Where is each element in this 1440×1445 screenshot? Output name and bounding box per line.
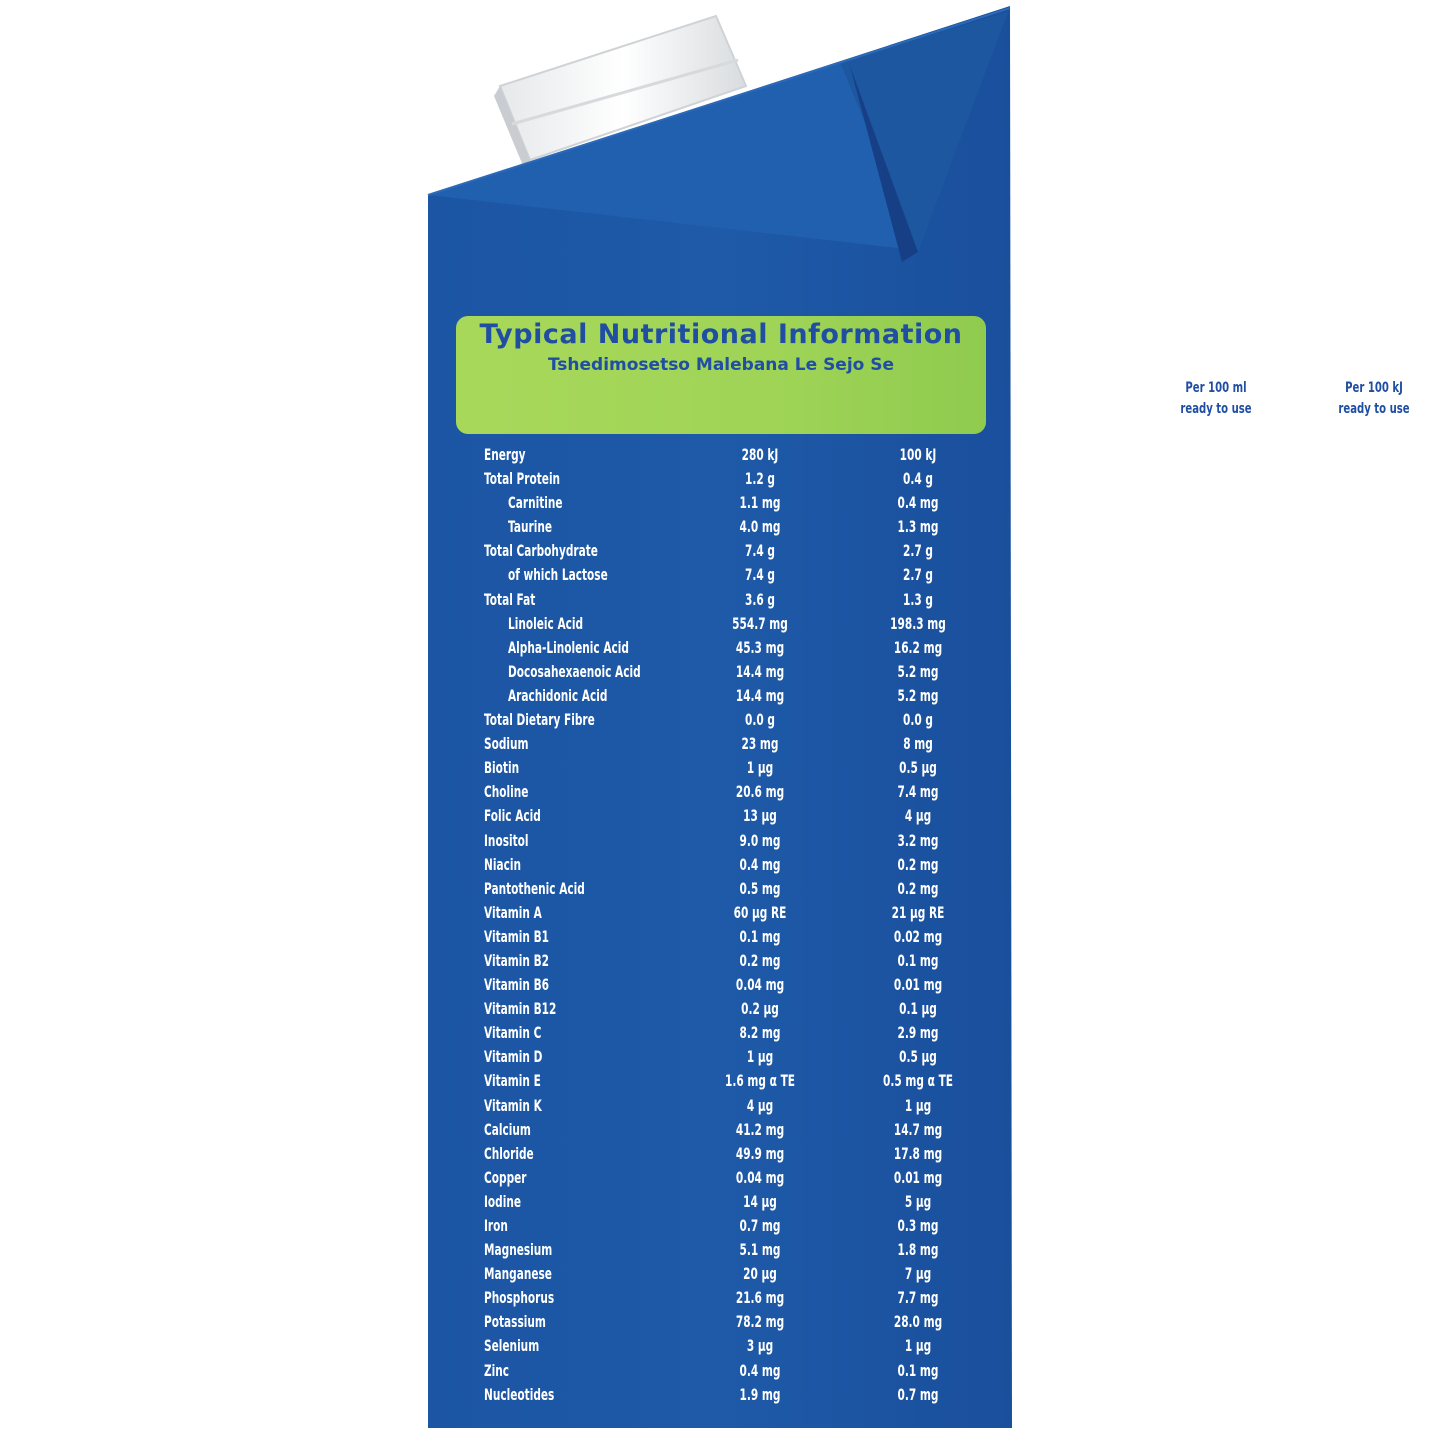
value-per-100ml: 0.04 mg: [735, 1167, 785, 1187]
value-per-100kj: 0.4 mg: [897, 493, 939, 513]
value-per-100ml: 1.2 g: [745, 469, 775, 489]
table-row: [484, 1118, 984, 1142]
table-row: [484, 1069, 984, 1093]
table-row: [484, 636, 984, 660]
value-per-100kj: 0.1 mg: [897, 950, 939, 970]
nutrient-name: Vitamin B6: [484, 975, 549, 995]
nutrient-name: Folic Acid: [484, 806, 541, 826]
nutrient-name: Total Fat: [484, 589, 536, 609]
nutrient-name: Calcium: [484, 1119, 531, 1139]
value-per-100ml: 1 µg: [746, 1047, 774, 1067]
table-row: [484, 539, 984, 563]
value-per-100ml: 14 µg: [743, 1191, 777, 1211]
nutrient-name: Vitamin K: [484, 1095, 542, 1115]
table-row: [484, 1383, 984, 1407]
table-row: [484, 1166, 984, 1190]
value-per-100ml: 554.7 mg: [732, 613, 788, 633]
table-row: [484, 563, 984, 587]
table-row: [484, 853, 984, 877]
column-header-per-100kj: Per 100 kJ ready to use: [1338, 380, 1410, 417]
table-row: [484, 684, 984, 708]
value-per-100ml: 0.2 µg: [741, 999, 779, 1019]
value-per-100ml: 13 µg: [743, 806, 777, 826]
value-per-100kj: 0.01 mg: [893, 1167, 943, 1187]
value-per-100ml: 280 kJ: [741, 445, 779, 464]
table-row: [484, 660, 984, 684]
table-row: [484, 1286, 984, 1310]
nutrient-name: Manganese: [484, 1264, 552, 1284]
nutrient-name: Iron: [484, 1216, 508, 1235]
table-row: [484, 491, 984, 515]
nutrient-name: Vitamin D: [484, 1047, 543, 1067]
nutrient-name: Vitamin C: [484, 1023, 542, 1043]
value-per-100kj: 0.0 g: [903, 710, 933, 730]
value-per-100ml: 1.9 mg: [739, 1384, 781, 1404]
value-per-100ml: 60 µg RE: [733, 902, 787, 922]
table-row: [484, 780, 984, 804]
value-per-100kj: 0.1 mg: [897, 1360, 939, 1380]
value-per-100kj: 5.2 mg: [897, 685, 939, 705]
value-per-100ml: 5.1 mg: [739, 1240, 781, 1260]
nutrient-name: of which Lactose: [508, 565, 608, 585]
value-per-100ml: 9.0 mg: [739, 830, 781, 850]
value-per-100kj: 1.3 mg: [897, 517, 939, 537]
table-row: [484, 901, 984, 925]
value-per-100ml: 0.04 mg: [735, 975, 785, 995]
value-per-100ml: 0.2 mg: [739, 950, 781, 970]
nutrient-name: Niacin: [484, 854, 521, 874]
nutrient-name: Linoleic Acid: [508, 613, 584, 633]
table-row: [484, 708, 984, 732]
panel-title: Typical Nutritional Information: [479, 319, 963, 350]
value-per-100ml: 78.2 mg: [735, 1312, 785, 1332]
table-row: [484, 877, 984, 901]
nutrient-name: Magnesium: [484, 1240, 553, 1260]
value-per-100kj: 5 µg: [904, 1191, 932, 1211]
value-per-100ml: 14.4 mg: [735, 661, 785, 681]
value-per-100ml: 4.0 mg: [739, 517, 781, 537]
value-per-100kj: 4 µg: [904, 806, 932, 826]
value-per-100ml: 20.6 mg: [735, 782, 785, 802]
nutrient-name: Zinc: [484, 1360, 510, 1380]
nutrient-name: Vitamin E: [484, 1071, 541, 1091]
table-row: [484, 1045, 984, 1069]
table-row: [484, 756, 984, 780]
value-per-100kj: 3.2 mg: [897, 830, 939, 850]
value-per-100kj: 28.0 mg: [893, 1312, 943, 1332]
value-per-100kj: 5.2 mg: [897, 661, 939, 681]
value-per-100ml: 0.1 mg: [739, 926, 781, 946]
value-per-100kj: 0.2 mg: [897, 878, 939, 898]
value-per-100ml: 1.1 mg: [739, 493, 781, 513]
value-per-100kj: 198.3 mg: [890, 613, 946, 633]
value-per-100ml: 41.2 mg: [735, 1119, 785, 1139]
value-per-100ml: 20 µg: [743, 1264, 777, 1284]
value-per-100kj: 0.3 mg: [897, 1216, 939, 1235]
value-per-100kj: 0.7 mg: [897, 1384, 939, 1404]
value-per-100kj: 1 µg: [904, 1095, 932, 1115]
nutrient-name: Phosphorus: [484, 1288, 555, 1308]
nutrient-name: Biotin: [484, 758, 520, 778]
value-per-100kj: 14.7 mg: [893, 1119, 943, 1139]
nutrient-name: Total Dietary Fibre: [484, 710, 595, 730]
value-per-100kj: 0.2 mg: [897, 854, 939, 874]
value-per-100kj: 0.5 µg: [899, 758, 937, 778]
value-per-100kj: 2.7 g: [903, 541, 933, 561]
table-row: [484, 515, 984, 539]
value-per-100ml: 1 µg: [746, 758, 774, 778]
nutrient-name: Inositol: [484, 830, 529, 850]
value-per-100ml: 14.4 mg: [735, 685, 785, 705]
value-per-100ml: 49.9 mg: [735, 1143, 785, 1163]
value-per-100kj: 0.4 g: [903, 469, 933, 489]
value-per-100kj: 16.2 mg: [893, 637, 943, 657]
value-per-100ml: 0.4 mg: [739, 854, 781, 874]
value-per-100kj: 1.3 g: [903, 589, 933, 609]
nutrient-name: Total Protein: [484, 469, 561, 489]
value-per-100ml: 21.6 mg: [735, 1288, 785, 1308]
value-per-100kj: 7.7 mg: [897, 1288, 939, 1308]
value-per-100kj: 0.5 mg α TE: [883, 1071, 953, 1091]
nutrient-name: Alpha-Linolenic Acid: [508, 637, 629, 657]
nutrient-name: Energy: [484, 445, 526, 464]
nutrition-table: [484, 443, 984, 1407]
table-row: [484, 1214, 984, 1238]
value-per-100kj: 8 mg: [903, 734, 933, 754]
value-per-100ml: 7.4 g: [745, 565, 775, 585]
table-row: [484, 467, 984, 491]
value-per-100kj: 17.8 mg: [893, 1143, 943, 1163]
value-per-100kj: 7.4 mg: [897, 782, 939, 802]
nutrient-name: Arachidonic Acid: [508, 685, 608, 705]
value-per-100ml: 0.4 mg: [739, 1360, 781, 1380]
nutrient-name: Vitamin B2: [484, 950, 549, 970]
table-row: [484, 1190, 984, 1214]
value-per-100ml: 4 µg: [746, 1095, 774, 1115]
table-row: [484, 443, 984, 467]
value-per-100kj: 1.8 mg: [897, 1240, 939, 1260]
table-row: [484, 997, 984, 1021]
table-row: [484, 973, 984, 997]
value-per-100kj: 7 µg: [904, 1264, 932, 1284]
nutrient-name: Sodium: [484, 734, 529, 754]
table-row: [484, 1262, 984, 1286]
nutrient-name: Iodine: [484, 1191, 522, 1211]
value-per-100ml: 0.7 mg: [739, 1216, 781, 1235]
value-per-100kj: 0.02 mg: [893, 926, 943, 946]
value-per-100kj: 2.7 g: [903, 565, 933, 585]
value-per-100ml: 3 µg: [746, 1336, 774, 1356]
nutrient-name: Total Carbohydrate: [484, 541, 598, 561]
table-row: [484, 612, 984, 636]
nutrient-name: Vitamin B12: [484, 999, 557, 1019]
table-row: [484, 925, 984, 949]
nutrient-name: Docosahexaenoic Acid: [508, 661, 641, 681]
value-per-100ml: 8.2 mg: [739, 1023, 781, 1043]
nutrient-name: Vitamin B1: [484, 926, 549, 946]
value-per-100ml: 23 mg: [741, 734, 779, 754]
table-row: [484, 804, 984, 828]
table-row: [484, 1359, 984, 1383]
nutrient-name: Nucleotides: [484, 1384, 555, 1404]
value-per-100kj: 100 kJ: [899, 445, 937, 464]
nutrition-header-panel: [456, 316, 1410, 434]
value-per-100ml: 0.5 mg: [739, 878, 781, 898]
value-per-100kj: 0.1 µg: [899, 999, 937, 1019]
table-row: [484, 588, 984, 612]
value-per-100ml: 0.0 g: [745, 710, 775, 730]
table-row: [484, 949, 984, 973]
table-row: [484, 732, 984, 756]
nutrient-name: Choline: [484, 782, 529, 802]
value-per-100kj: 2.9 mg: [897, 1023, 939, 1043]
value-per-100kj: 1 µg: [904, 1336, 932, 1356]
value-per-100kj: 0.01 mg: [893, 975, 943, 995]
table-row: [484, 1310, 984, 1334]
value-per-100ml: 45.3 mg: [735, 637, 785, 657]
table-row: [484, 1142, 984, 1166]
column-header-per-100ml: Per 100 ml ready to use: [1180, 380, 1252, 417]
nutrient-name: Selenium: [484, 1336, 540, 1356]
nutrient-name: Chloride: [484, 1143, 534, 1163]
nutrient-name: Potassium: [484, 1312, 546, 1332]
value-per-100kj: 21 µg RE: [891, 902, 945, 922]
value-per-100ml: 7.4 g: [745, 541, 775, 561]
table-row: [484, 1021, 984, 1045]
table-row: [484, 1094, 984, 1118]
nutrient-name: Copper: [484, 1167, 527, 1187]
table-row: [484, 1238, 984, 1262]
nutrient-name: Carnitine: [508, 493, 563, 513]
table-row: [484, 829, 984, 853]
nutrient-name: Vitamin A: [484, 902, 542, 922]
value-per-100ml: 1.6 mg α TE: [725, 1071, 795, 1091]
table-row: [484, 1334, 984, 1358]
panel-subtitle: Tshedimosetso Malebana Le Sejo Se: [547, 355, 895, 375]
nutrient-name: Taurine: [508, 517, 552, 537]
nutrient-name: Pantothenic Acid: [484, 878, 585, 898]
value-per-100kj: 0.5 µg: [899, 1047, 937, 1067]
value-per-100ml: 3.6 g: [745, 589, 775, 609]
